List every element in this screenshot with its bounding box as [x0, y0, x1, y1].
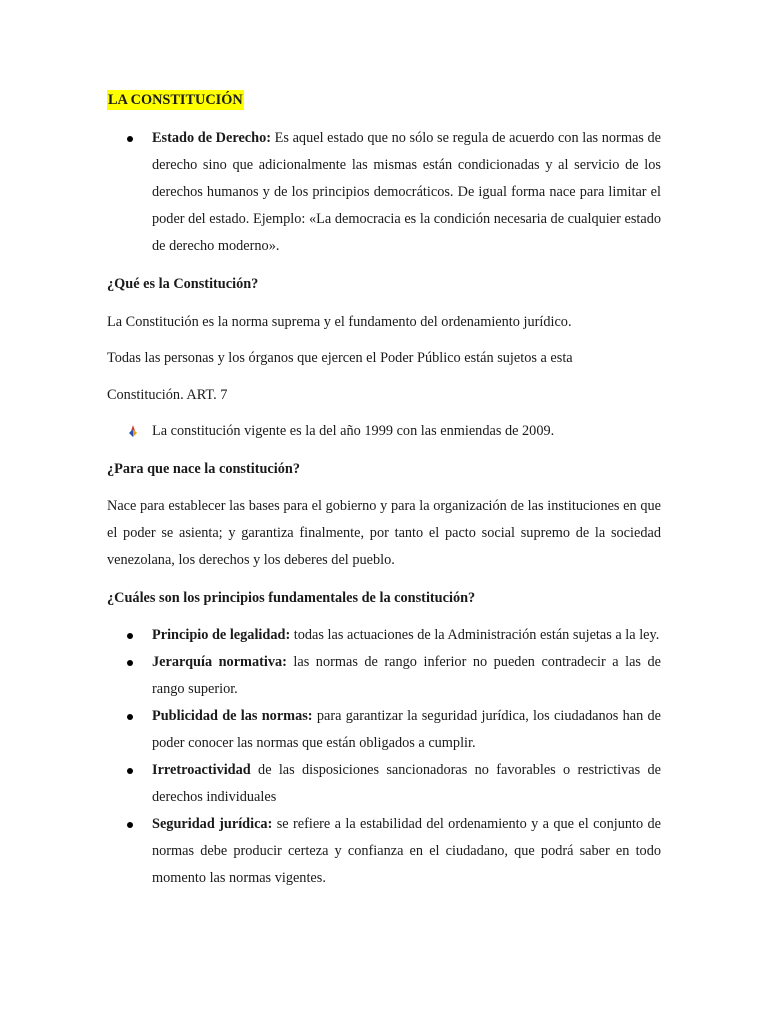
- bullet-icon: [127, 633, 133, 639]
- paragraph-line: Todas las personas y los órganos que ejercen el Poder Público están sujetos a esta: [107, 350, 573, 366]
- term-text: las normas de rango inferior no pueden contradecir a las de rango superior.: [152, 654, 661, 697]
- term-label: Principio de legalidad:: [152, 627, 291, 643]
- term-text: Es aquel estado que no sólo se regula de acuerdo con las normas de derecho sino que adicionalmente las mismas están condicionadas y al servicio de los derechos humanos y de los principios democráticos. De igual forma nace para limitar el poder del estado. Ejemplo: «La democracia es la condición necesaria de cualquier estado de derecho moderno».: [152, 130, 661, 254]
- intro-list: [107, 125, 661, 260]
- term-label: Jerarquía normativa:: [152, 654, 287, 670]
- paragraph: Nace para establecer las bases para el gobierno y para la organización de las instituciones en que el poder se asienta; y garantiza finalmente, por tanto el pacto social supremo de la sociedad venezolana, los derechos y los deberes del pueblo.: [107, 498, 661, 568]
- bullet-icon: [127, 660, 133, 666]
- page-title: LA CONSTITUCIÓN: [108, 92, 243, 108]
- list-item: [107, 418, 661, 445]
- list-item: [107, 125, 661, 260]
- bullet-icon: [127, 768, 133, 774]
- term-text: se refiere a la estabilidad del ordenamiento y a que el conjunto de normas debe producir certeza y confianza en el ciudadano, que podrá saber en todo momento las normas vigentes.: [152, 816, 661, 886]
- term-label: Seguridad jurídica:: [152, 816, 273, 832]
- note-text: La constitución vigente es la del año 1999 con las enmiendas de 2009.: [152, 423, 555, 439]
- term-text: de las disposiciones sancionadoras no favorables o restrictivas de derechos individuales: [152, 762, 661, 805]
- list-item: [107, 622, 661, 649]
- term-text: para garantizar la seguridad jurídica, los ciudadanos han de poder conocer las normas que están obligados a cumplir.: [152, 708, 661, 751]
- term-label: Publicidad de las normas:: [152, 708, 313, 724]
- note-list: [107, 418, 661, 445]
- term-label: Estado de Derecho:: [152, 130, 271, 146]
- bullet-icon: [127, 822, 133, 828]
- paragraph-line: Constitución. ART. 7: [107, 387, 228, 403]
- arrow-bullet-icon: [127, 425, 139, 437]
- list-item: [107, 811, 661, 892]
- list-item: [107, 703, 661, 757]
- section-heading: ¿Para que nace la constitución?: [107, 461, 301, 477]
- section-heading: ¿Cuáles son los principios fundamentales de la constitución?: [107, 590, 476, 606]
- list-item: [107, 757, 661, 811]
- list-item: [107, 649, 661, 703]
- principles-list: [107, 622, 661, 892]
- bullet-icon: [127, 136, 133, 142]
- term-label: Irretroactividad: [152, 762, 251, 778]
- bullet-icon: [127, 714, 133, 720]
- paragraph-line: La Constitución es la norma suprema y el fundamento del ordenamiento jurídico.: [107, 314, 572, 330]
- section-heading: ¿Qué es la Constitución?: [107, 276, 259, 292]
- term-text: todas las actuaciones de la Administración están sujetas a la ley.: [290, 627, 660, 643]
